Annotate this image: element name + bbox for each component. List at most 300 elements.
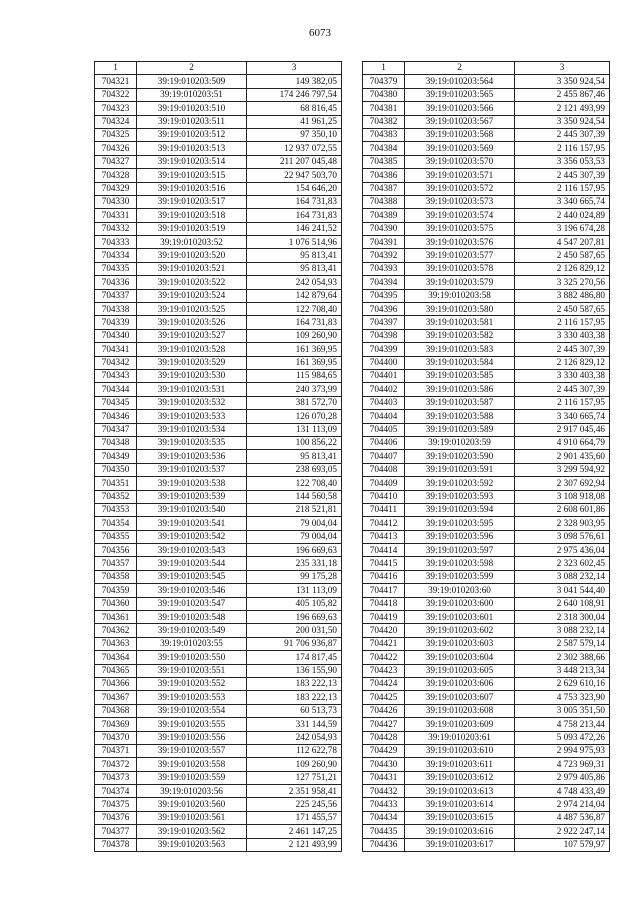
value-cell: 109 260,90 xyxy=(247,758,342,771)
row-number-cell: 704366 xyxy=(95,677,137,690)
value-cell: 3 882 486,80 xyxy=(515,289,610,302)
value-cell: 381 572,70 xyxy=(247,396,342,409)
cadastral-number-cell: 39:19:010203:572 xyxy=(405,182,515,195)
row-number-cell: 704362 xyxy=(95,624,137,637)
cadastral-number-cell: 39:19:010203:548 xyxy=(137,611,247,624)
cadastral-number-cell: 39:19:010203:51 xyxy=(137,88,247,101)
value-cell: 4 758 213,44 xyxy=(515,718,610,731)
row-number-cell: 704326 xyxy=(95,142,137,155)
value-cell: 100 856,22 xyxy=(247,436,342,449)
value-cell: 115 984,65 xyxy=(247,369,342,382)
row-number-cell: 704370 xyxy=(95,731,137,744)
cadastral-number-cell: 39:19:010203:536 xyxy=(137,450,247,463)
cadastral-number-cell: 39:19:010203:579 xyxy=(405,276,515,289)
cadastral-number-cell: 39:19:010203:554 xyxy=(137,704,247,717)
table-row xyxy=(95,343,342,356)
table-row xyxy=(95,544,342,557)
cadastral-number-cell: 39:19:010203:604 xyxy=(405,651,515,664)
row-number-cell: 704364 xyxy=(95,651,137,664)
value-cell: 2 440 024,89 xyxy=(515,209,610,222)
value-cell: 2 328 903,95 xyxy=(515,517,610,530)
cadastral-number-cell: 39:19:010203:527 xyxy=(137,329,247,342)
value-cell: 183 222,13 xyxy=(247,677,342,690)
value-cell: 3 340 665,74 xyxy=(515,195,610,208)
cadastral-number-cell: 39:19:010203:534 xyxy=(137,423,247,436)
row-number-cell: 704394 xyxy=(363,276,405,289)
row-number-cell: 704415 xyxy=(363,557,405,570)
row-number-cell: 704322 xyxy=(95,88,137,101)
value-cell: 2 901 435,60 xyxy=(515,450,610,463)
cadastral-number-cell: 39:19:010203:584 xyxy=(405,356,515,369)
cadastral-number-cell: 39:19:010203:511 xyxy=(137,115,247,128)
row-number-cell: 704321 xyxy=(95,75,137,88)
table-row xyxy=(363,303,610,316)
cadastral-number-cell: 39:19:010203:550 xyxy=(137,651,247,664)
table-row xyxy=(363,785,610,798)
row-number-cell: 704331 xyxy=(95,209,137,222)
table-row xyxy=(363,557,610,570)
cadastral-number-cell: 39:19:010203:544 xyxy=(137,557,247,570)
cadastral-number-cell: 39:19:010203:520 xyxy=(137,249,247,262)
value-cell: 112 622,78 xyxy=(247,744,342,757)
table-row xyxy=(95,383,342,396)
table-row xyxy=(363,195,610,208)
value-cell: 131 113,09 xyxy=(247,423,342,436)
table-row xyxy=(95,195,342,208)
row-number-cell: 704375 xyxy=(95,798,137,811)
value-cell: 2 640 108,91 xyxy=(515,597,610,610)
table-row xyxy=(363,704,610,717)
cadastral-number-cell: 39:19:010203:551 xyxy=(137,664,247,677)
cadastral-number-cell: 39:19:010203:595 xyxy=(405,517,515,530)
table-row xyxy=(363,517,610,530)
row-number-cell: 704428 xyxy=(363,731,405,744)
value-cell: 2 975 436,04 xyxy=(515,544,610,557)
cadastral-number-cell: 39:19:010203:525 xyxy=(137,303,247,316)
table-row xyxy=(363,102,610,115)
value-cell: 161 369,95 xyxy=(247,343,342,356)
row-number-cell: 704398 xyxy=(363,329,405,342)
value-cell: 225 245,56 xyxy=(247,798,342,811)
table-row xyxy=(95,825,342,838)
cadastral-number-cell: 39:19:010203:568 xyxy=(405,128,515,141)
table-row xyxy=(363,677,610,690)
cadastral-number-cell: 39:19:010203:558 xyxy=(137,758,247,771)
value-cell: 4 910 664,79 xyxy=(515,436,610,449)
row-number-cell: 704435 xyxy=(363,825,405,838)
cadastral-number-cell: 39:19:010203:542 xyxy=(137,530,247,543)
table-row xyxy=(363,597,610,610)
row-number-cell: 704360 xyxy=(95,597,137,610)
cadastral-number-cell: 39:19:010203:600 xyxy=(405,597,515,610)
header-col-1: 1 xyxy=(95,62,137,75)
cadastral-number-cell: 39:19:010203:609 xyxy=(405,718,515,731)
row-number-cell: 704421 xyxy=(363,637,405,650)
row-number-cell: 704367 xyxy=(95,691,137,704)
table-row xyxy=(363,436,610,449)
row-number-cell: 704348 xyxy=(95,436,137,449)
cadastral-number-cell: 39:19:010203:55 xyxy=(137,637,247,650)
cadastral-number-cell: 39:19:010203:516 xyxy=(137,182,247,195)
value-cell: 2 116 157,95 xyxy=(515,182,610,195)
cadastral-number-cell: 39:19:010203:58 xyxy=(405,289,515,302)
value-cell: 41 961,25 xyxy=(247,115,342,128)
row-number-cell: 704350 xyxy=(95,463,137,476)
cadastral-number-cell: 39:19:010203:529 xyxy=(137,356,247,369)
cadastral-number-cell: 39:19:010203:521 xyxy=(137,262,247,275)
cadastral-number-cell: 39:19:010203:589 xyxy=(405,423,515,436)
table-row xyxy=(363,477,610,490)
row-number-cell: 704363 xyxy=(95,637,137,650)
table-row xyxy=(363,637,610,650)
cadastral-number-cell: 39:19:010203:564 xyxy=(405,75,515,88)
table-row xyxy=(363,503,610,516)
row-number-cell: 704434 xyxy=(363,811,405,824)
value-cell: 2 116 157,95 xyxy=(515,396,610,409)
row-number-cell: 704424 xyxy=(363,677,405,690)
value-cell: 2 323 602,45 xyxy=(515,557,610,570)
cadastral-number-cell: 39:19:010203:528 xyxy=(137,343,247,356)
row-number-cell: 704344 xyxy=(95,383,137,396)
table-row xyxy=(363,249,610,262)
row-number-cell: 704349 xyxy=(95,450,137,463)
table-row xyxy=(95,838,342,851)
value-cell: 4 547 207,81 xyxy=(515,236,610,249)
cadastral-number-cell: 39:19:010203:593 xyxy=(405,490,515,503)
cadastral-number-cell: 39:19:010203:56 xyxy=(137,785,247,798)
cadastral-number-cell: 39:19:010203:514 xyxy=(137,155,247,168)
header-col-2: 2 xyxy=(405,62,515,75)
value-cell: 3 325 270,56 xyxy=(515,276,610,289)
value-cell: 2 121 493,99 xyxy=(515,102,610,115)
value-cell: 196 669,63 xyxy=(247,611,342,624)
value-cell: 2 979 405,86 xyxy=(515,771,610,784)
row-number-cell: 704325 xyxy=(95,128,137,141)
cadastral-number-cell: 39:19:010203:588 xyxy=(405,410,515,423)
cadastral-number-cell: 39:19:010203:578 xyxy=(405,262,515,275)
row-number-cell: 704404 xyxy=(363,410,405,423)
row-number-cell: 704337 xyxy=(95,289,137,302)
row-number-cell: 704369 xyxy=(95,718,137,731)
cadastral-number-cell: 39:19:010203:553 xyxy=(137,691,247,704)
value-cell: 149 382,05 xyxy=(247,75,342,88)
cadastral-number-cell: 39:19:010203:538 xyxy=(137,477,247,490)
table-row xyxy=(95,811,342,824)
cadastral-number-cell: 39:19:010203:524 xyxy=(137,289,247,302)
cadastral-number-cell: 39:19:010203:513 xyxy=(137,142,247,155)
value-cell: 1 076 514,96 xyxy=(247,236,342,249)
value-cell: 60 513,73 xyxy=(247,704,342,717)
table-row xyxy=(363,276,610,289)
cadastral-number-cell: 39:19:010203:601 xyxy=(405,611,515,624)
table-row xyxy=(363,169,610,182)
value-cell: 99 175,28 xyxy=(247,570,342,583)
row-number-cell: 704351 xyxy=(95,477,137,490)
table-header-row xyxy=(95,62,342,75)
table-row xyxy=(95,436,342,449)
row-number-cell: 704338 xyxy=(95,303,137,316)
cadastral-number-cell: 39:19:010203:569 xyxy=(405,142,515,155)
table-row xyxy=(363,115,610,128)
value-cell: 95 813,41 xyxy=(247,262,342,275)
table-row xyxy=(363,128,610,141)
value-cell: 2 922 247,14 xyxy=(515,825,610,838)
value-cell: 3 088 232,14 xyxy=(515,624,610,637)
table-row xyxy=(95,369,342,382)
table-row xyxy=(95,303,342,316)
cadastral-number-cell: 39:19:010203:613 xyxy=(405,785,515,798)
value-cell: 240 373,99 xyxy=(247,383,342,396)
cadastral-number-cell: 39:19:010203:566 xyxy=(405,102,515,115)
value-cell: 79 004,04 xyxy=(247,530,342,543)
value-cell: 3 196 674,28 xyxy=(515,222,610,235)
row-number-cell: 704406 xyxy=(363,436,405,449)
row-number-cell: 704393 xyxy=(363,262,405,275)
table-row xyxy=(95,651,342,664)
value-cell: 131 113,09 xyxy=(247,584,342,597)
value-cell: 2 126 829,12 xyxy=(515,262,610,275)
row-number-cell: 704431 xyxy=(363,771,405,784)
value-cell: 3 356 053,53 xyxy=(515,155,610,168)
table-row xyxy=(95,624,342,637)
table-row xyxy=(95,155,342,168)
table-row xyxy=(363,289,610,302)
table-row xyxy=(363,155,610,168)
value-cell: 4 748 433,49 xyxy=(515,785,610,798)
table-row xyxy=(363,209,610,222)
cadastral-number-cell: 39:19:010203:537 xyxy=(137,463,247,476)
row-number-cell: 704343 xyxy=(95,369,137,382)
table-row xyxy=(95,691,342,704)
table-row xyxy=(95,115,342,128)
cadastral-number-cell: 39:19:010203:512 xyxy=(137,128,247,141)
cadastral-number-cell: 39:19:010203:547 xyxy=(137,597,247,610)
cadastral-number-cell: 39:19:010203:543 xyxy=(137,544,247,557)
value-cell: 3 350 924,54 xyxy=(515,75,610,88)
table-row xyxy=(363,744,610,757)
row-number-cell: 704354 xyxy=(95,517,137,530)
row-number-cell: 704329 xyxy=(95,182,137,195)
table-row xyxy=(95,785,342,798)
cadastral-number-cell: 39:19:010203:510 xyxy=(137,102,247,115)
row-number-cell: 704381 xyxy=(363,102,405,115)
table-row xyxy=(363,758,610,771)
cadastral-number-cell: 39:19:010203:610 xyxy=(405,744,515,757)
table-row xyxy=(95,597,342,610)
row-number-cell: 704391 xyxy=(363,236,405,249)
row-number-cell: 704347 xyxy=(95,423,137,436)
row-number-cell: 704378 xyxy=(95,838,137,851)
row-number-cell: 704419 xyxy=(363,611,405,624)
value-cell: 2 629 610,16 xyxy=(515,677,610,690)
table-row xyxy=(95,490,342,503)
table-row xyxy=(363,410,610,423)
value-cell: 3 340 665,74 xyxy=(515,410,610,423)
table-row xyxy=(363,771,610,784)
cadastral-number-cell: 39:19:010203:522 xyxy=(137,276,247,289)
table-row xyxy=(363,423,610,436)
value-cell: 122 708,40 xyxy=(247,303,342,316)
value-cell: 405 105,82 xyxy=(247,597,342,610)
value-cell: 200 031,50 xyxy=(247,624,342,637)
cadastral-number-cell: 39:19:010203:591 xyxy=(405,463,515,476)
cadastral-number-cell: 39:19:010203:59 xyxy=(405,436,515,449)
cadastral-number-cell: 39:19:010203:570 xyxy=(405,155,515,168)
value-cell: 211 207 045,48 xyxy=(247,155,342,168)
table-row xyxy=(95,584,342,597)
value-cell: 136 155,90 xyxy=(247,664,342,677)
table-row xyxy=(95,771,342,784)
row-number-cell: 704341 xyxy=(95,343,137,356)
table-row xyxy=(363,838,610,851)
table-row xyxy=(363,811,610,824)
row-number-cell: 704371 xyxy=(95,744,137,757)
table-row xyxy=(363,88,610,101)
cadastral-number-cell: 39:19:010203:615 xyxy=(405,811,515,824)
value-cell: 218 521,81 xyxy=(247,503,342,516)
row-number-cell: 704328 xyxy=(95,169,137,182)
table-row xyxy=(363,544,610,557)
value-cell: 2 461 147,25 xyxy=(247,825,342,838)
row-number-cell: 704380 xyxy=(363,88,405,101)
cadastral-number-cell: 39:19:010203:605 xyxy=(405,664,515,677)
table-row xyxy=(95,329,342,342)
table-row xyxy=(363,490,610,503)
table-row xyxy=(95,102,342,115)
row-number-cell: 704402 xyxy=(363,383,405,396)
row-number-cell: 704413 xyxy=(363,530,405,543)
row-number-cell: 704379 xyxy=(363,75,405,88)
table-row xyxy=(95,410,342,423)
value-cell: 174 817,45 xyxy=(247,651,342,664)
value-cell: 183 222,13 xyxy=(247,691,342,704)
table-row xyxy=(363,691,610,704)
table-row xyxy=(95,222,342,235)
value-cell: 95 813,41 xyxy=(247,249,342,262)
row-number-cell: 704330 xyxy=(95,195,137,208)
cadastral-number-cell: 39:19:010203:606 xyxy=(405,677,515,690)
value-cell: 79 004,04 xyxy=(247,517,342,530)
value-cell: 2 917 045,46 xyxy=(515,423,610,436)
value-cell: 109 260,90 xyxy=(247,329,342,342)
value-cell: 2 450 587,65 xyxy=(515,303,610,316)
row-number-cell: 704333 xyxy=(95,236,137,249)
row-number-cell: 704382 xyxy=(363,115,405,128)
table-row xyxy=(363,611,610,624)
table-row xyxy=(363,236,610,249)
row-number-cell: 704403 xyxy=(363,396,405,409)
cadastral-number-cell: 39:19:010203:590 xyxy=(405,450,515,463)
cadastral-number-cell: 39:19:010203:519 xyxy=(137,222,247,235)
row-number-cell: 704346 xyxy=(95,410,137,423)
table-row xyxy=(363,450,610,463)
table-row xyxy=(95,396,342,409)
cadastral-number-cell: 39:19:010203:535 xyxy=(137,436,247,449)
row-number-cell: 704359 xyxy=(95,584,137,597)
cadastral-number-cell: 39:19:010203:587 xyxy=(405,396,515,409)
row-number-cell: 704420 xyxy=(363,624,405,637)
table-row xyxy=(95,758,342,771)
table-row xyxy=(95,450,342,463)
cadastral-number-cell: 39:19:010203:515 xyxy=(137,169,247,182)
cadastral-number-cell: 39:19:010203:567 xyxy=(405,115,515,128)
value-cell: 174 246 797,54 xyxy=(247,88,342,101)
cadastral-number-cell: 39:19:010203:541 xyxy=(137,517,247,530)
table-row xyxy=(95,517,342,530)
cadastral-number-cell: 39:19:010203:557 xyxy=(137,744,247,757)
row-number-cell: 704429 xyxy=(363,744,405,757)
cadastral-number-cell: 39:19:010203:545 xyxy=(137,570,247,583)
table-row xyxy=(95,731,342,744)
table-row xyxy=(95,718,342,731)
row-number-cell: 704418 xyxy=(363,597,405,610)
table-row xyxy=(95,88,342,101)
row-number-cell: 704384 xyxy=(363,142,405,155)
value-cell: 2 351 958,41 xyxy=(247,785,342,798)
table-row xyxy=(95,75,342,88)
table-row xyxy=(95,423,342,436)
value-cell: 331 144,59 xyxy=(247,718,342,731)
cadastral-number-cell: 39:19:010203:540 xyxy=(137,503,247,516)
row-number-cell: 704355 xyxy=(95,530,137,543)
value-cell: 242 054,93 xyxy=(247,731,342,744)
value-cell: 2 121 493,99 xyxy=(247,838,342,851)
row-number-cell: 704396 xyxy=(363,303,405,316)
registry-table-left xyxy=(94,61,342,852)
cadastral-number-cell: 39:19:010203:526 xyxy=(137,316,247,329)
cadastral-number-cell: 39:19:010203:611 xyxy=(405,758,515,771)
cadastral-number-cell: 39:19:010203:559 xyxy=(137,771,247,784)
cadastral-number-cell: 39:19:010203:586 xyxy=(405,383,515,396)
table-row xyxy=(95,744,342,757)
cadastral-number-cell: 39:19:010203:614 xyxy=(405,798,515,811)
cadastral-number-cell: 39:19:010203:596 xyxy=(405,530,515,543)
table-header-row xyxy=(363,62,610,75)
table-row xyxy=(363,530,610,543)
cadastral-number-cell: 39:19:010203:52 xyxy=(137,236,247,249)
row-number-cell: 704357 xyxy=(95,557,137,570)
value-cell: 5 093 472,26 xyxy=(515,731,610,744)
row-number-cell: 704427 xyxy=(363,718,405,731)
table-row xyxy=(363,798,610,811)
table-row xyxy=(95,798,342,811)
value-cell: 2 445 307,39 xyxy=(515,169,610,182)
row-number-cell: 704390 xyxy=(363,222,405,235)
row-number-cell: 704423 xyxy=(363,664,405,677)
row-number-cell: 704405 xyxy=(363,423,405,436)
cadastral-number-cell: 39:19:010203:555 xyxy=(137,718,247,731)
row-number-cell: 704414 xyxy=(363,544,405,557)
cadastral-number-cell: 39:19:010203:561 xyxy=(137,811,247,824)
header-col-3: 3 xyxy=(515,62,610,75)
value-cell: 2 445 307,39 xyxy=(515,343,610,356)
row-number-cell: 704324 xyxy=(95,115,137,128)
value-cell: 22 947 503,70 xyxy=(247,169,342,182)
value-cell: 2 116 157,95 xyxy=(515,142,610,155)
table-row xyxy=(95,276,342,289)
value-cell: 142 879,64 xyxy=(247,289,342,302)
row-number-cell: 704336 xyxy=(95,276,137,289)
value-cell: 2 587 579,14 xyxy=(515,637,610,650)
value-cell: 161 369,95 xyxy=(247,356,342,369)
row-number-cell: 704389 xyxy=(363,209,405,222)
value-cell: 68 816,45 xyxy=(247,102,342,115)
row-number-cell: 704388 xyxy=(363,195,405,208)
table-row xyxy=(363,369,610,382)
cadastral-number-cell: 39:19:010203:585 xyxy=(405,369,515,382)
table-row xyxy=(95,477,342,490)
value-cell: 196 669,63 xyxy=(247,544,342,557)
